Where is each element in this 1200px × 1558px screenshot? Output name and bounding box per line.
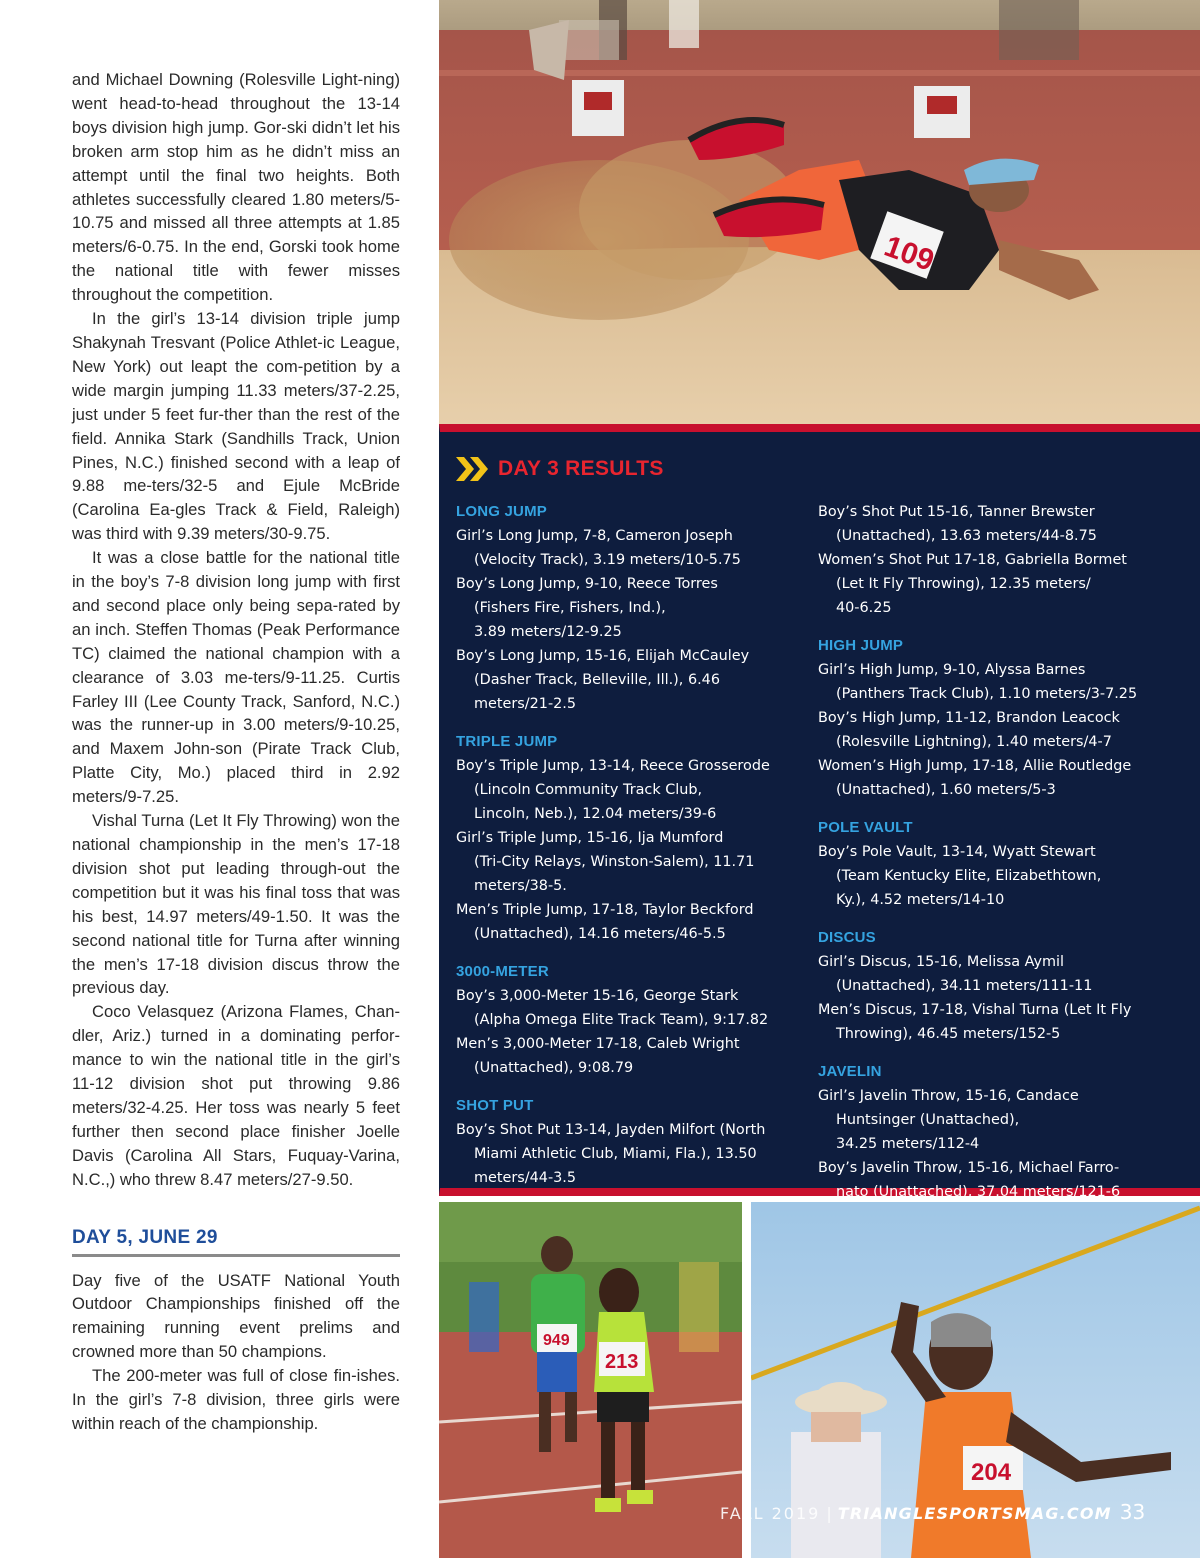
article-paragraph: Day five of the USATF National Youth Outdoor Championships finished off the remaining running event prelims and crowned more than 50 champions. <box>72 1270 400 1362</box>
result-detail-line: (Alpha Omega Elite Track Team), 9:17.82 <box>474 1012 769 1028</box>
article-paragraph: Coco Velasquez (Arizona Flames, Chan-dler, Ariz.) turned in a dominating perfor-mance to win the national title in the girl’s 11-12 division shot put throwing 9.86 meters/32-4.25. Her toss was nearly 5 feet further then second place finisher Joelle Davis (Carolina All Stars, Fuquay-Varina, N.C.,) who threw 8.47 meters/27-9.50. <box>72 1002 400 1189</box>
result-detail-line: (Velocity Track), 3.19 meters/10-5.75 <box>474 552 741 568</box>
result-event-line: Men’s Triple Jump, 17-18, Taylor Beckford <box>456 902 754 918</box>
result-detail-line: (Team Kentucky Elite, Elizabethtown, <box>836 868 1102 884</box>
bib-number: 204 <box>971 1459 1012 1486</box>
result-detail-line: 34.25 meters/112-4 <box>836 1136 980 1152</box>
article-paragraph: It was a close battle for the national title in the boy’s 7-8 division long jump with first and second place only being sepa-rated by an inch. Steffen Thomas (Peak Performance TC) claimed the national champion with a clearance of 3.03 me-ters/9-11.25. Curtis Farley III (Lee County Track, Sanford, N.C.) was the runner-up in 3.00 meters/9-10.25, and Maxem John-son (Pirate Track Club, Platte City, Mo.) placed third in 2.92 meters/9-7.25. <box>72 548 400 807</box>
result-entry <box>818 706 1178 754</box>
result-detail-line: meters/38-5. <box>474 878 567 894</box>
results-category: DISCUS <box>818 929 876 946</box>
result-event-line: Men’s Discus, 17-18, Vishal Turna (Let It Fly <box>818 1002 1132 1018</box>
result-entry <box>456 644 796 716</box>
result-detail-line: (Unattached), 9:08.79 <box>474 1060 634 1076</box>
section-heading: DAY 5, JUNE 29 <box>72 1226 400 1257</box>
result-entry <box>456 826 796 898</box>
bib-number: 949 <box>543 1332 570 1349</box>
result-entry <box>818 548 1178 620</box>
result-detail-line: (Unattached), 34.11 meters/111-11 <box>836 978 1093 994</box>
result-entry <box>456 1118 796 1190</box>
article-paragraph: In the girl’s 13-14 division triple jump Shakynah Tresvant (Police Athlet-ic League, New York) out leapt the com-petition by a wide margin jumping 11.33 meters/37-2.25, just under 5 feet fur-ther than the rest of the field. Annika Stark (Sandhills Track, Union Pines, N.C.) finished second with a leap of 9.88 me-ters/32-5 and Ejule McBride (Carolina Ea-gles Track & Field, Raleigh) was third with 9.39 meters/30-9.75. <box>72 309 400 544</box>
result-detail-line: nato (Unattached), 37.04 meters/121-6 <box>836 1184 1121 1200</box>
result-entry <box>818 950 1178 998</box>
photo-sprinters <box>439 1202 742 1558</box>
results-category: POLE VAULT <box>818 819 913 836</box>
triple-jump-illustration <box>439 0 1200 424</box>
footer-separator: | <box>826 1504 832 1523</box>
result-detail-line: 40-6.25 <box>836 600 892 616</box>
result-detail-line: (Let It Fly Throwing), 12.35 meters/ <box>836 576 1091 592</box>
results-header <box>456 454 664 484</box>
article-paragraph: and Michael Downing (Rolesville Light-ning) went head-to-head throughout the 13-14 boys division high jump. Gor-ski didn’t let his broken arm stop him as he didn’t miss an attempt until the final two heights. Both athletes successfully cleared 1.80 meters/5-10.75 and missed all three attempts at 1.85 meters/6-0.75. In the end, Gorski took home the national title with fewer misses throughout the competition. <box>72 70 400 305</box>
result-entry <box>456 524 796 572</box>
article-column <box>72 68 400 1436</box>
result-event-line: Girl’s Triple Jump, 15-16, Ija Mumford <box>456 830 724 846</box>
result-event-line: Boy’s 3,000-Meter 15-16, George Stark <box>456 988 739 1004</box>
result-event-line: Girl’s High Jump, 9-10, Alyssa Barnes <box>818 662 1086 678</box>
result-event-line: Women’s Shot Put 17-18, Gabriella Bormet <box>818 552 1127 568</box>
article-paragraph: The 200-meter was full of close fin-ishes. In the girl’s 7-8 division, three girls were within reach of the championship. <box>72 1366 400 1433</box>
results-column-left <box>456 500 796 1190</box>
result-detail-line: (Rolesville Lightning), 1.40 meters/4-7 <box>836 734 1112 750</box>
footer-season: FALL 2019 <box>720 1504 821 1523</box>
result-detail-line: (Dasher Track, Belleville, Ill.), 6.46 <box>474 672 720 688</box>
result-event-line: Boy’s Shot Put 15-16, Tanner Brewster <box>818 504 1095 520</box>
results-title: DAY 3 RESULTS <box>498 457 664 480</box>
result-entry <box>818 500 1178 548</box>
results-category: SHOT PUT <box>456 1097 534 1114</box>
results-category: 3000-METER <box>456 963 549 980</box>
result-detail-line: (Unattached), 13.63 meters/44-8.75 <box>836 528 1097 544</box>
result-event-line: Boy’s Long Jump, 9-10, Reece Torres <box>456 576 718 592</box>
results-category: HIGH JUMP <box>818 637 904 654</box>
result-entry <box>456 572 796 644</box>
result-entry <box>456 984 796 1032</box>
result-detail-line: Miami Athletic Club, Miami, Fla.), 13.50 <box>474 1146 757 1162</box>
result-event-line: Women’s High Jump, 17-18, Allie Routledge <box>818 758 1132 774</box>
results-panel <box>439 424 1200 1200</box>
result-entry <box>456 898 796 946</box>
result-detail-line: meters/21-2.5 <box>474 696 577 712</box>
results-category: LONG JUMP <box>456 503 547 520</box>
result-detail-line: Throwing), 46.45 meters/152-5 <box>836 1026 1061 1042</box>
results-category: JAVELIN <box>818 1063 882 1080</box>
result-detail-line: (Unattached), 1.60 meters/5-3 <box>836 782 1056 798</box>
result-detail-line: 3.89 meters/12-9.25 <box>474 624 622 640</box>
result-event-line: Men’s 3,000-Meter 17-18, Caleb Wright <box>456 1036 740 1052</box>
result-detail-line: Lincoln, Neb.), 12.04 meters/39-6 <box>474 806 717 822</box>
result-detail-line: meters/44-3.5 <box>474 1170 577 1186</box>
footer-site: TRIANGLESPORTSMAG.COM <box>837 1504 1112 1523</box>
result-event-line: Boy’s High Jump, 11-12, Brandon Leacock <box>818 710 1120 726</box>
result-detail-line: (Unattached), 14.16 meters/46-5.5 <box>474 926 726 942</box>
result-event-line: Boy’s Shot Put 13-14, Jayden Milfort (North <box>456 1122 766 1138</box>
results-column-right <box>818 500 1178 1204</box>
result-entry <box>818 998 1178 1046</box>
page-footer <box>720 1500 1145 1526</box>
result-detail-line: Ky.), 4.52 meters/14-10 <box>836 892 1005 908</box>
chevron-double-icon <box>456 457 490 481</box>
bib-number: 213 <box>605 1351 639 1373</box>
result-event-line: Boy’s Javelin Throw, 15-16, Michael Farro- <box>818 1160 1120 1176</box>
result-entry <box>818 840 1178 912</box>
result-detail-line: Huntsinger (Unattached), <box>836 1112 1020 1128</box>
result-entry <box>818 1156 1178 1204</box>
result-event-line: Girl’s Long Jump, 7-8, Cameron Joseph <box>456 528 733 544</box>
sprinters-illustration <box>439 1202 742 1558</box>
article-paragraph: Vishal Turna (Let It Fly Throwing) won the national championship in the men’s 17-18 division shot put leading through-out the competition but it was his final toss that was his best, 14.97 meters/49-1.50. It was the second national title for Turna after winning the men’s 17-18 division discus throw the previous day. <box>72 811 400 998</box>
result-entry <box>818 658 1178 706</box>
result-entry <box>818 1084 1178 1156</box>
results-category: TRIPLE JUMP <box>456 733 558 750</box>
page-number: 33 <box>1119 1500 1146 1524</box>
result-event-line: Boy’s Long Jump, 15-16, Elijah McCauley <box>456 648 750 664</box>
result-detail-line: (Lincoln Community Track Club, <box>474 782 703 798</box>
result-detail-line: (Panthers Track Club), 1.10 meters/3-7.25 <box>836 686 1138 702</box>
bib-number: 109 <box>879 229 939 278</box>
result-event-line: Girl’s Javelin Throw, 15-16, Candace <box>818 1088 1079 1104</box>
result-entry <box>818 754 1178 802</box>
result-event-line: Girl’s Discus, 15-16, Melissa Aymil <box>818 954 1064 970</box>
result-event-line: Boy’s Triple Jump, 13-14, Reece Grosserode <box>456 758 770 774</box>
result-detail-line: (Fishers Fire, Fishers, Ind.), <box>474 600 666 616</box>
result-event-line: Boy’s Pole Vault, 13-14, Wyatt Stewart <box>818 844 1096 860</box>
result-entry <box>456 1032 796 1080</box>
photo-triple-jump <box>439 0 1200 424</box>
result-detail-line: (Tri-City Relays, Winston-Salem), 11.71 <box>474 854 755 870</box>
result-entry <box>456 754 796 826</box>
